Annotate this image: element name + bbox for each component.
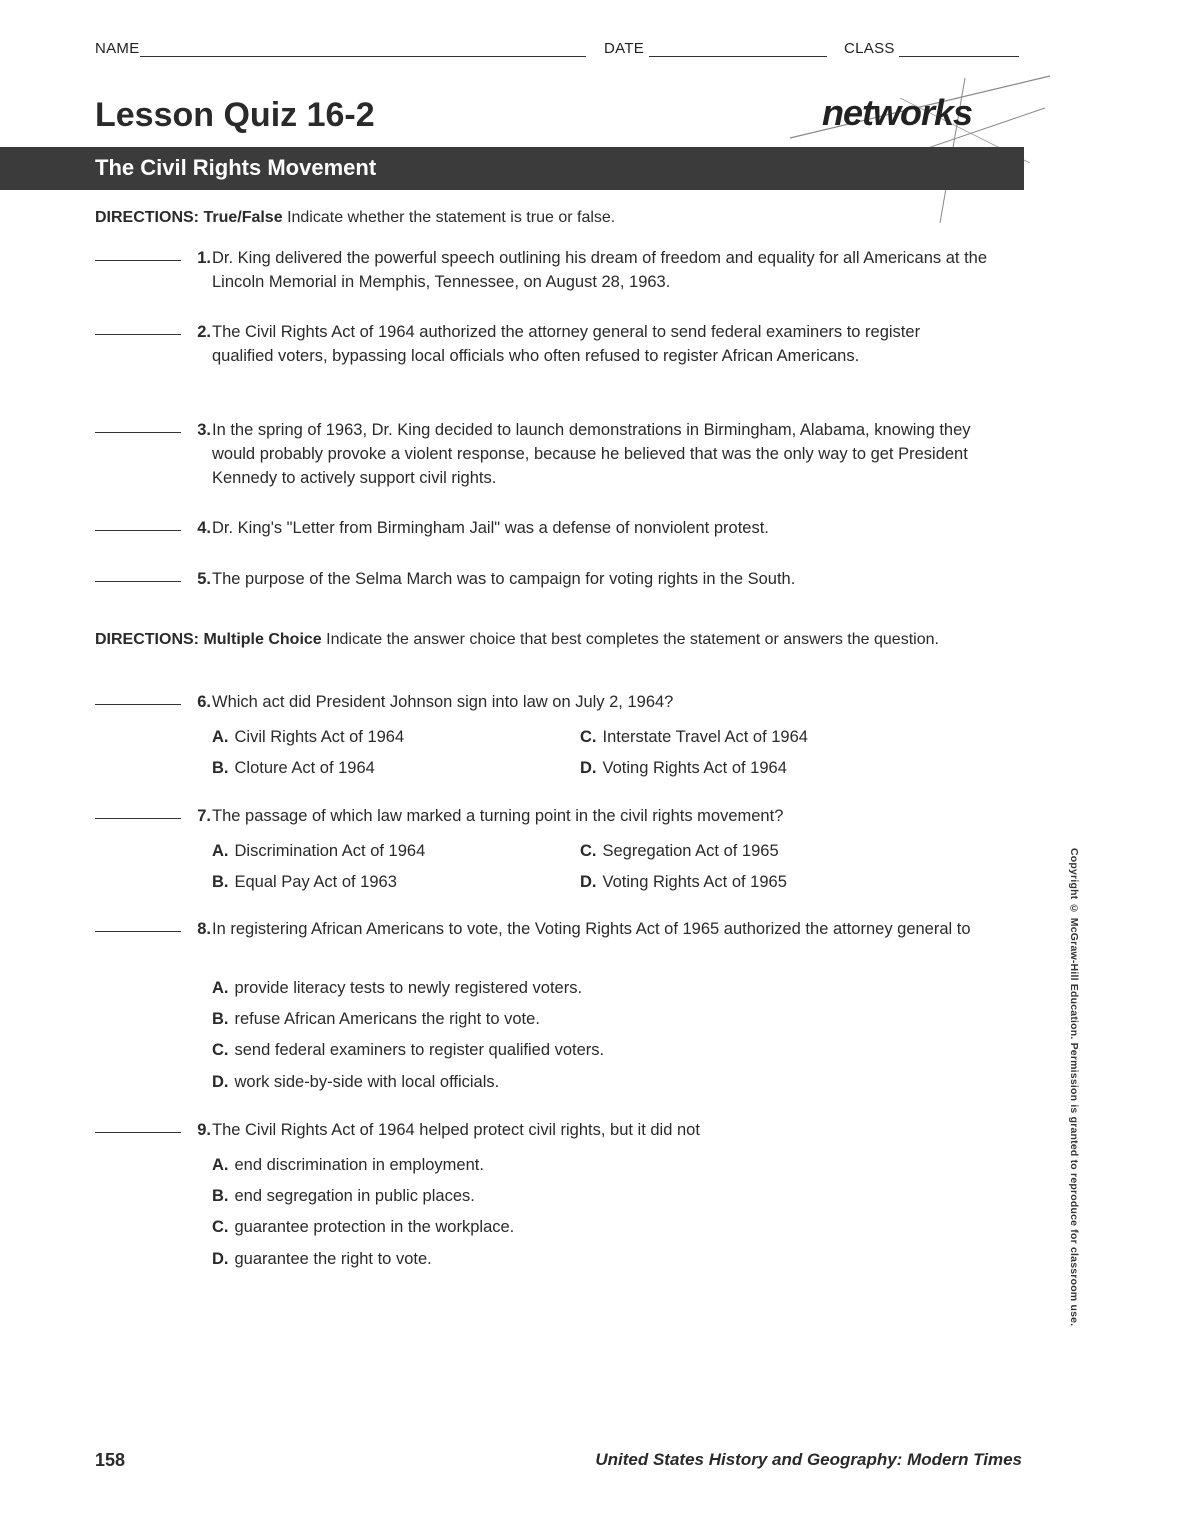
- answer-blank[interactable]: [95, 530, 181, 531]
- networks-logo: networks: [822, 92, 973, 133]
- answer-blank[interactable]: [95, 432, 181, 433]
- copyright-notice: Copyright © McGraw-Hill Education. Permission is granted to reproduce for classroom use.: [1068, 848, 1080, 1327]
- answer-option-a[interactable]: A. Discrimination Act of 1964: [212, 842, 426, 860]
- question-text: In the spring of 1963, Dr. King decided to launch demonstrations in Birmingham, Alabama, knowing they would probably provoke a violent response, because he believed that was the only way to get President Kennedy to actively support civil rights.: [212, 421, 971, 487]
- date-line[interactable]: [649, 42, 827, 57]
- tf-question-4: [95, 516, 1035, 540]
- date-label: DATE: [604, 40, 645, 57]
- answer-blank[interactable]: [95, 260, 181, 261]
- class-label: CLASS: [844, 40, 895, 57]
- answer-option-c[interactable]: C. guarantee protection in the workplace.: [212, 1218, 515, 1236]
- tf-directions-label: DIRECTIONS:: [95, 209, 199, 226]
- class-field[interactable]: [844, 40, 1019, 57]
- page-number: 158: [95, 1450, 126, 1470]
- tf-directions-text: Indicate whether the statement is true or false.: [287, 209, 616, 226]
- answer-option-b[interactable]: B. Equal Pay Act of 1963: [212, 873, 397, 891]
- question-number: 1.: [197, 249, 211, 267]
- question-text: The passage of which law marked a turning point in the civil rights movement?: [212, 807, 784, 825]
- answer-blank[interactable]: [95, 818, 181, 819]
- answer-option-a[interactable]: A. end discrimination in employment.: [212, 1156, 484, 1174]
- mc-directions: [95, 628, 1020, 651]
- answer-option-d[interactable]: D. Voting Rights Act of 1965: [580, 873, 787, 891]
- date-field[interactable]: [604, 40, 827, 57]
- question-text: Which act did President Johnson sign into law on July 2, 1964?: [212, 693, 674, 711]
- tf-question-2: [95, 320, 1035, 368]
- mc-directions-text: Indicate the answer choice that best completes the statement or answers the question.: [326, 631, 939, 648]
- mc-question-6: [95, 690, 1035, 714]
- question-number: 8.: [197, 920, 211, 938]
- mc-question-8: [95, 917, 1035, 941]
- answer-option-d[interactable]: D. work side-by-side with local officials.: [212, 1073, 500, 1091]
- answer-option-b[interactable]: B. Cloture Act of 1964: [212, 759, 375, 777]
- question-number: 5.: [197, 570, 211, 588]
- answer-option-b[interactable]: B. refuse African Americans the right to vote.: [212, 1010, 540, 1028]
- book-title: United States History and Geography: Modern Times: [595, 1450, 1022, 1469]
- section-banner: [0, 147, 1024, 190]
- answer-option-a[interactable]: A. provide literacy tests to newly registered voters.: [212, 979, 583, 997]
- tf-directions-type: True/False: [203, 209, 283, 226]
- mc-question-9: [95, 1118, 1035, 1142]
- answer-option-a[interactable]: A. Civil Rights Act of 1964: [212, 728, 405, 746]
- tf-question-3: [95, 418, 1035, 490]
- answer-blank[interactable]: [95, 581, 181, 582]
- question-text: The purpose of the Selma March was to campaign for voting rights in the South.: [212, 570, 796, 588]
- name-label: NAME: [95, 40, 140, 57]
- answer-option-d[interactable]: D. guarantee the right to vote.: [212, 1250, 432, 1268]
- mc-question-7: [95, 804, 1035, 828]
- tf-directions: [95, 206, 1015, 229]
- question-text: Dr. King delivered the powerful speech outlining his dream of freedom and equality for all Americans at the Lincoln Memorial in Memphis, Tennessee, on August 28, 1963.: [212, 249, 988, 291]
- mc-directions-type: Multiple Choice: [203, 631, 322, 648]
- class-line[interactable]: [899, 42, 1019, 57]
- question-number: 6.: [197, 693, 211, 711]
- question-text: In registering African Americans to vote, the Voting Rights Act of 1965 authorized the attorney general to: [212, 920, 971, 938]
- answer-option-c[interactable]: C. Segregation Act of 1965: [580, 842, 779, 860]
- answer-blank[interactable]: [95, 704, 181, 705]
- answer-option-c[interactable]: C. send federal examiners to register qualified voters.: [212, 1041, 605, 1059]
- tf-question-1: [95, 246, 1035, 294]
- question-number: 2.: [197, 323, 211, 341]
- question-number: 3.: [197, 421, 211, 439]
- mc-directions-label: DIRECTIONS:: [95, 631, 199, 648]
- question-number: 4.: [197, 519, 211, 537]
- answer-blank[interactable]: [95, 1132, 181, 1133]
- section-title: The Civil Rights Movement: [95, 155, 377, 180]
- answer-option-c[interactable]: C. Interstate Travel Act of 1964: [580, 728, 808, 746]
- question-text: Dr. King's "Letter from Birmingham Jail" was a defense of nonviolent protest.: [212, 519, 769, 537]
- name-line[interactable]: [140, 42, 586, 57]
- answer-option-b[interactable]: B. end segregation in public places.: [212, 1187, 475, 1205]
- question-number: 7.: [197, 807, 211, 825]
- question-text: The Civil Rights Act of 1964 authorized the attorney general to send federal examiners to register qualified voters, bypassing local officials who often refused to register African Americans.: [212, 323, 921, 365]
- answer-option-d[interactable]: D. Voting Rights Act of 1964: [580, 759, 787, 777]
- answer-blank[interactable]: [95, 334, 181, 335]
- tf-question-5: [95, 567, 1035, 591]
- answer-blank[interactable]: [95, 931, 181, 932]
- page-title: Lesson Quiz 16-2: [95, 96, 375, 134]
- question-number: 9.: [197, 1121, 211, 1139]
- name-field[interactable]: [95, 40, 586, 57]
- question-text: The Civil Rights Act of 1964 helped protect civil rights, but it did not: [212, 1121, 700, 1139]
